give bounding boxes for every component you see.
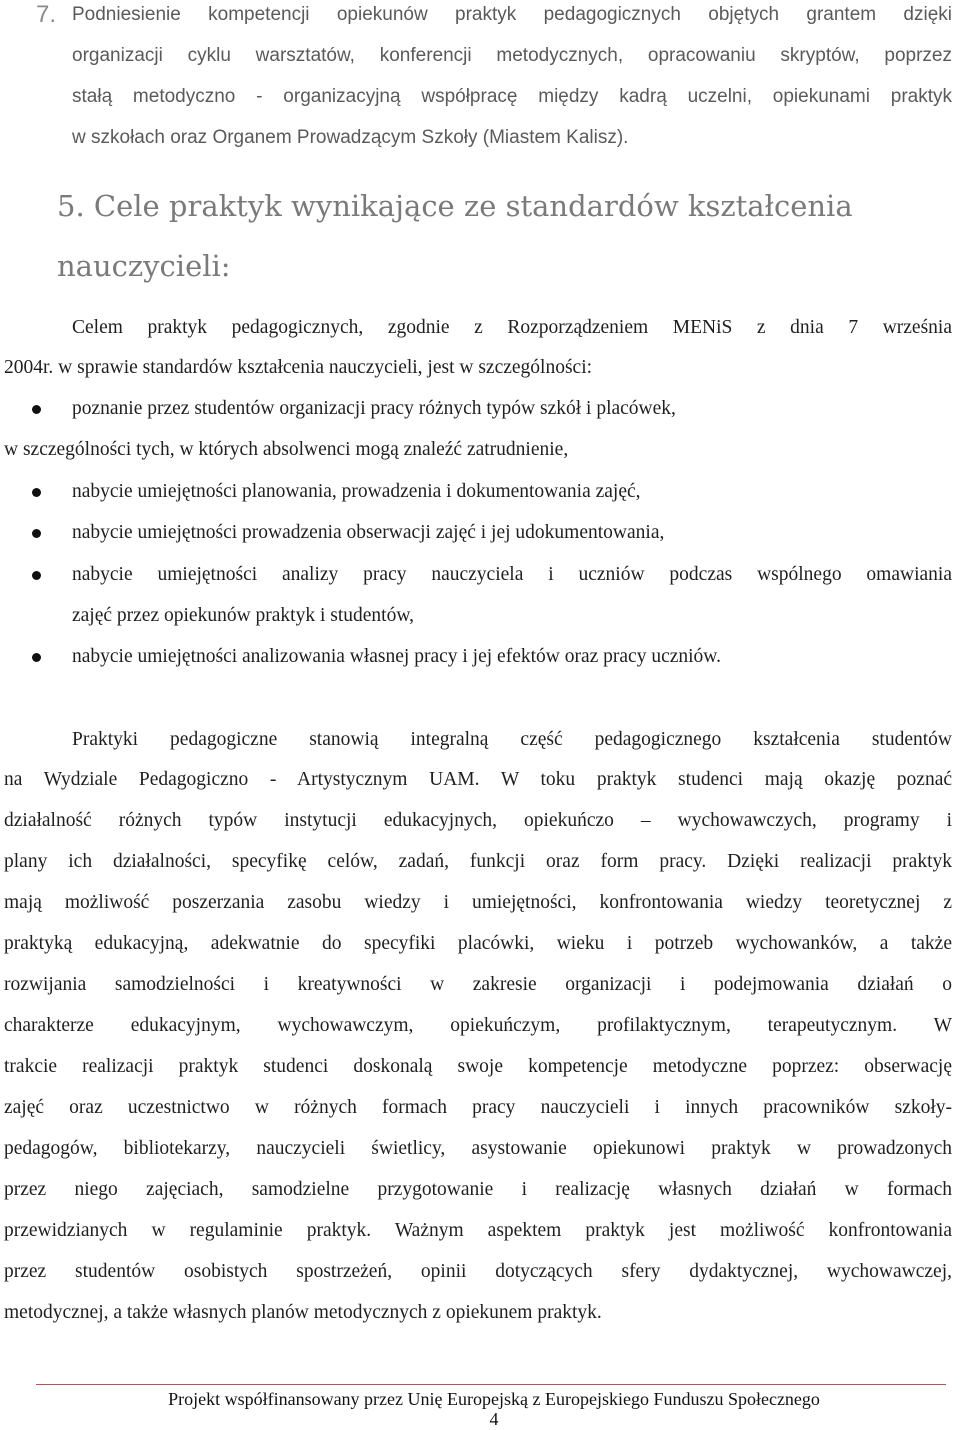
paragraph-line: plany ich działalności, specyfikę celów, zadań, funkcji oraz form pracy. Dzięki realizacji praktyk [4, 851, 952, 872]
text-line: stałą metodyczno - organizacyjną współpracę między kadrą uczelni, opiekunami praktyk [72, 86, 952, 107]
text-line: w szkołach oraz Organem Prowadzącym Szkoły (Miastem Kalisz). [72, 127, 629, 148]
intro-text: 2004r. w sprawie standardów kształcenia nauczycieli, jest w szczególności: [4, 357, 593, 378]
paragraph-line: pedagogów, bibliotekarzy, nauczycieli świetlicy, asystowanie opiekunowi praktyk w prowadzonych [4, 1138, 952, 1159]
paragraph-line: zajęć oraz uczestnictwo w różnych formach pracy nauczycieli i innych pracowników szkoły- [4, 1097, 952, 1118]
bullet-icon [32, 405, 41, 414]
list-item: nabycie umiejętności planowania, prowadzenia i dokumentowania zajęć, [72, 481, 641, 502]
footer-funding-note: Projekt współfinansowany przez Unię Europejską z Europejskiego Funduszu Społecznego [168, 1389, 820, 1409]
paragraph-line: mają możliwość poszerzania zasobu wiedzy i umiejętności, konfrontowania wiedzy teoretycznej z [4, 892, 952, 913]
paragraph-line: na Wydziale Pedagogiczno - Artystycznym UAM. W toku praktyk studenci mają okazję poznać [4, 769, 952, 790]
paragraph-line: działalność różnych typów instytucji edukacyjnych, opiekuńczo – wychowawczych, programy i [4, 810, 952, 831]
section-heading-continued: nauczycieli: [57, 249, 231, 283]
list-number: 7. [36, 1, 57, 28]
list-item: nabycie umiejętności prowadzenia obserwacji zajęć i jej udokumentowania, [72, 522, 665, 543]
bullet-icon [32, 529, 41, 538]
list-item-continued: w szczególności tych, w których absolwenci mogą znaleźć zatrudnienie, [4, 439, 569, 460]
text-line: organizacji cyklu warsztatów, konferencji metodycznych, opracowaniu skryptów, poprzez [72, 45, 952, 66]
footer-divider [36, 1384, 946, 1385]
intro-text: Celem praktyk pedagogicznych, zgodnie z Rozporządzeniem MENiS z dnia 7 września [72, 317, 952, 338]
list-item: nabycie umiejętności analizowania własnej pracy i jej efektów oraz pracy uczniów. [72, 646, 721, 667]
list-item: nabycie umiejętności analizy pracy nauczyciela i uczniów podczas wspólnego omawiania [72, 564, 952, 585]
bullet-icon [32, 571, 41, 580]
page-number: 4 [489, 1409, 499, 1429]
text-line: Podniesienie kompetencji opiekunów praktyk pedagogicznych objętych grantem dzięki [72, 4, 952, 25]
paragraph-line: Praktyki pedagogiczne stanowią integralną część pedagogicznego kształcenia studentów [72, 729, 952, 750]
paragraph-line: przez studentów osobistych spostrzeżeń, opinii dotyczących sfery dydaktycznej, wychowawczej, [4, 1261, 952, 1282]
list-item-continued: zajęć przez opiekunów praktyk i studentów, [72, 605, 415, 626]
paragraph-line: praktyką edukacyjną, adekwatnie do specyfiki placówki, wieku i potrzeb wychowanków, a także [4, 933, 952, 954]
paragraph-line: charakterze edukacyjnym, wychowawczym, opiekuńczym, profilaktycznym, terapeutycznym. W [4, 1015, 952, 1036]
bullet-icon [32, 488, 41, 497]
paragraph-line: przewidzianych w regulaminie praktyk. Ważnym aspektem praktyk jest możliwość konfrontowania [4, 1220, 952, 1241]
paragraph-line: trakcie realizacji praktyk studenci doskonalą swoje kompetencje metodyczne poprzez: obserwację [4, 1056, 952, 1077]
list-item: poznanie przez studentów organizacji pracy różnych typów szkół i placówek, [72, 398, 676, 419]
paragraph-line: metodycznej, a także własnych planów metodycznych z opiekunem praktyk. [4, 1302, 602, 1323]
section-heading: 5. Cele praktyk wynikające ze standardów kształcenia [57, 189, 853, 223]
paragraph-line: rozwijania samodzielności i kreatywności w zakresie organizacji i podejmowania działań o [4, 974, 952, 995]
paragraph-line: przez niego zajęciach, samodzielne przygotowanie i realizację własnych działań w formach [4, 1179, 952, 1200]
bullet-icon [32, 653, 41, 662]
